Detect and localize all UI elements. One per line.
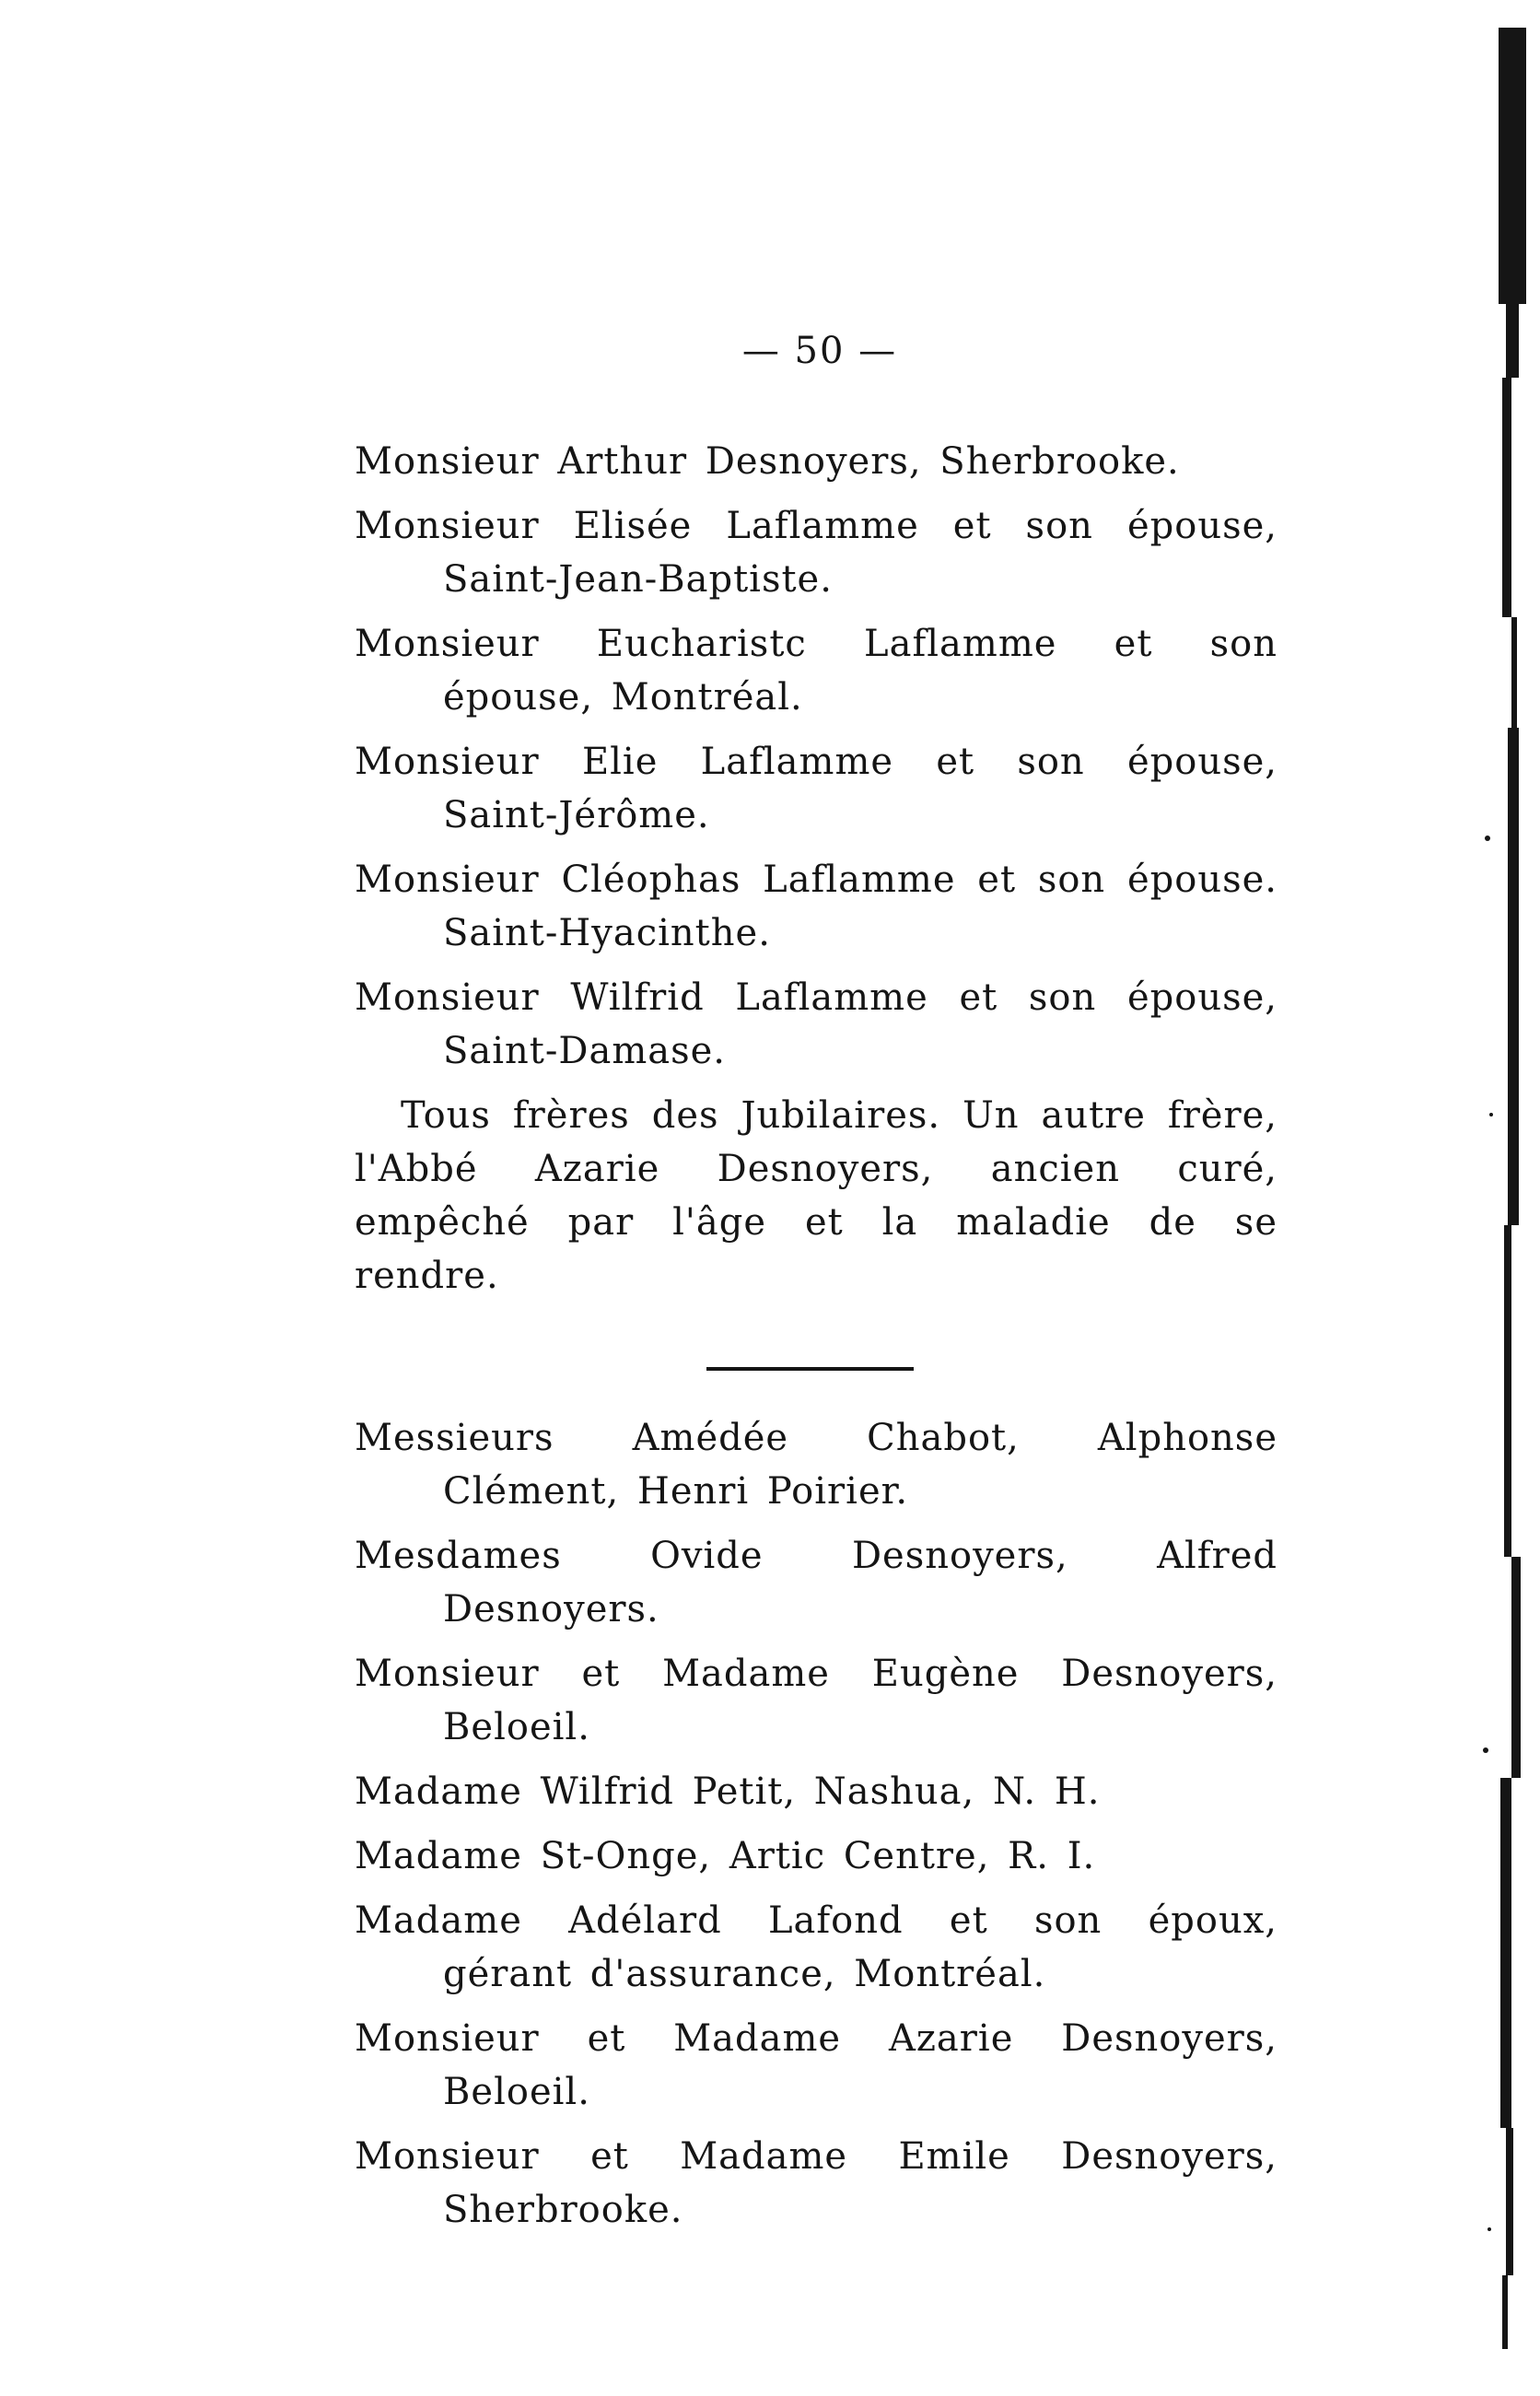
attendee-list-family [355, 435, 1278, 1303]
list-item: Monsieur Cléophas Laflamme et son épouse. Saint-Hyacinthe. [355, 859, 1278, 954]
list-item: Monsieur Eucharistc Laflamme et son épouse, Montréal. [355, 623, 1278, 719]
list-item: Madame Wilfrid Petit, Nashua, N. H. [355, 1771, 1101, 1813]
attendee-list-guests [355, 1411, 1278, 2237]
list-item: Monsieur Wilfrid Laflamme et son épouse, Saint-Damase. [355, 976, 1278, 1072]
list-item: Monsieur Elie Laflamme et son épouse, Saint-Jérôme. [355, 741, 1278, 836]
list-item: Monsieur et Madame Eugène Desnoyers, Beloeil. [355, 1653, 1278, 1748]
list-item: Monsieur et Madame Emile Desnoyers, Sherbrooke. [355, 2135, 1278, 2231]
note-paragraph: Tous frères des Jubilaires. Un autre frère, l'Abbé Azarie Desnoyers, ancien curé, empêché par l'âge et la maladie de se rendre. [355, 1094, 1278, 1297]
section-divider [706, 1367, 914, 1371]
list-item: Madame St-Onge, Artic Centre, R. I. [355, 1835, 1096, 1877]
scan-edge-artifact [1478, 28, 1540, 2396]
text-column [355, 435, 1278, 2248]
list-item: Monsieur et Madame Azarie Desnoyers, Beloeil. [355, 2017, 1278, 2113]
page-number: — 50 — [741, 330, 898, 372]
list-item: Monsieur Arthur Desnoyers, Sherbrooke. [355, 440, 1180, 483]
list-item: Messieurs Amédée Chabot, Alphonse Clément, Henri Poirier. [355, 1417, 1278, 1513]
list-item: Mesdames Ovide Desnoyers, Alfred Desnoyers. [355, 1535, 1278, 1630]
list-item: Madame Adélard Lafond et son époux, gérant d'assurance, Montréal. [355, 1899, 1278, 1995]
list-item: Monsieur Elisée Laflamme et son épouse, Saint-Jean-Baptiste. [355, 505, 1278, 601]
